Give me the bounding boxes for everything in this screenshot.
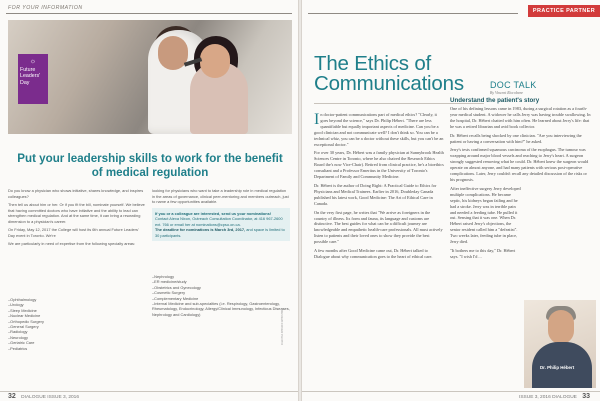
- doctalk-column-logo: [490, 80, 596, 95]
- footer-text: DIALOGUE ISSUE 3, 2016: [21, 395, 79, 400]
- portrait-head: [548, 310, 574, 344]
- paragraph: A few months after Good Medicine came out, Dr. Hébert talked to Dialogue about why communication goes to the heart of ethical care.: [314, 248, 433, 259]
- list-item: – Complementary Medicine: [152, 296, 290, 301]
- paragraph: [314, 112, 444, 147]
- list-item: – Ophthalmology: [8, 297, 146, 302]
- paragraph: Do you know a physician who shows initiative, shares knowledge, and inspires colleagues?: [8, 188, 144, 199]
- sun-logo-icon: ☼: [29, 57, 37, 65]
- paragraph: One of his defining lessons came in 1983, during a surgical rotation as a fourth-year medical student. A widower he calls Jerry was having trouble swallowing. In the hospital, Dr. Hébert chatted with him often. He learned about Jerry's life: that he was a retired librarian and avid book collector.: [450, 106, 591, 129]
- left-column-2: [152, 188, 290, 241]
- paragraph: For over 30 years, Dr. Hébert was a family physician at Sunnybrook Health Sciences Centre in Toronto, where he also chaired the Research Ethics Board the's now Vice-Chair). Retired from clinical practice, he's a bioethics consultant and a Professor Emeritus in the University of Toronto's Department of Family and Community Medicine.: [314, 150, 444, 180]
- paragraph: "It bothers me to this day," Dr. Hébert says. "I wish I'd ...: [450, 247, 516, 259]
- paragraph: Then tell us about him or her. Or if you fit the bill, nominate yourself. We believe that having committed doctors who have initiative and the ability to lead can strengthen medical regulation. And at the same time, it can bring a rewarding dimension to a physician's career.: [8, 202, 145, 224]
- right-column-1: [314, 112, 444, 263]
- article-headline: Put your leadership skills to work for the benefit of medical regulation: [17, 152, 283, 179]
- right-page: [302, 0, 600, 401]
- title-line-2: Communications: [314, 72, 464, 95]
- section-tag: FOR YOUR INFORMATION: [8, 5, 83, 11]
- badge-text: Future Leaders' Day: [20, 67, 41, 86]
- paragraph: After ineffective surgery Jerry developed multiple complications. He became septic, his kidneys began failing and he had a stroke. Jerry was in terrible pain and needed a feeding tube. He pulled it out. Sensing that it was one. When Dr. Hébert raised Jerry's objections, the senior resident called him a "defeatist". Two weeks later, feeding tube in place, Jerry died.: [450, 185, 521, 245]
- callout-heading: If you or a colleague are interested, send us your nominations!: [155, 210, 272, 216]
- list-item: – Orthopedic Surgery: [8, 319, 146, 324]
- page-number: 32: [8, 393, 16, 400]
- doctor-child-photo: [8, 20, 292, 134]
- list-item: – Geriatric Care: [8, 340, 146, 345]
- paragraph: Jerry's tests confirmed squamous carcinoma of the esophagus. The tumour was wrapping around major blood vessels and reaching to Jerry's heart. A surgeon strongly suggested removing what he could. Dr. Hébert knew the surgeon would operate on almost anyone, and had many patients with serious post-operative complications. Later, Jerry couldn't recall any detailed discussion of the risks or his prognosis.: [450, 147, 589, 182]
- left-column-1: [8, 188, 146, 250]
- future-leaders-badge: [18, 54, 48, 104]
- nomination-callout: [152, 208, 290, 242]
- left-footer: [0, 391, 298, 401]
- list-item: – Cosmetic Surgery: [152, 290, 290, 295]
- callout-body: Contact Alexa Nixon, Outreach Consultation Coordinator, at 416 967-2600 ext. 766 or email her at nominations@cpso.on.ca.: [155, 216, 283, 227]
- list-item: – General Surgery: [8, 324, 146, 329]
- drop-cap: I: [314, 111, 320, 128]
- list-item: – Neurology: [8, 335, 146, 340]
- article-title: [314, 54, 504, 94]
- right-footer: [302, 391, 600, 401]
- list-item: – Sleep Medicine: [8, 308, 146, 313]
- list-item: – Nephrology: [152, 274, 290, 279]
- paragraph: Dr. Hébert is the author of Doing Right: A Practical Guide to Ethics for Physicians and Medical Trainees. Earlier in 2016, Doubleday Canada published his latest work, Good Medicine: The Art of Ethical Care in Canada.: [314, 182, 437, 206]
- callout-deadline: The deadline for nominations is March 3rd, 2017,: [155, 227, 246, 232]
- specialty-list-2: [152, 274, 290, 317]
- right-column-2: [450, 97, 592, 263]
- list-item: – Internal Medicine and sub-specialties (i.e. Respirology, Gastroenterology, Rheumatology, Endocrinology, Allergy/Clinical Immunology, Infectious Diseases, Nephrology and Cardiology): [152, 301, 290, 317]
- footer-text: ISSUE 3, 2016 DIALOGUE: [519, 395, 577, 400]
- author-byline: By Vincent Riccobene: [490, 91, 524, 95]
- paragraph: On the very first page, he writes that "We arrive as foreigners in the country of illness. Its form and fauna, its language and customs are distinctive. The best guides for what can be a difficult journey are knowledgeable and empathetic health-care professionals. All must actively listen to patients and their loved ones to show they provide the best possible care.": [314, 209, 443, 245]
- photo-credit: REVIEW COVER PHOTO: [280, 310, 284, 345]
- lead-paragraph: n doctor-patient communications part of medical ethics? "Clearly, it goes beyond the science," says Dr. Philip Hébert. "There are less quantifiable but equally important aspects of medicine. Can you be a good clinician and not communicate well? I don't think so. You can be a technical whiz, you can be a doctor without these skills, but you can't be an exceptional doctor.": [314, 112, 444, 147]
- header-rule: [6, 13, 292, 14]
- left-page: [0, 0, 298, 401]
- list-item: – Pediatrics: [8, 346, 146, 351]
- page-number: 33: [582, 393, 590, 400]
- list-item: – Radiology: [8, 329, 146, 334]
- paragraph: We are particularly in need of expertise from the following specialty areas:: [8, 241, 136, 246]
- paragraph: On Friday, May 12, 2017 the College will host its 6th annual Future Leaders' Day event in Toronto. We're: [8, 227, 139, 238]
- list-item: – Obstetrics and Gynecology: [152, 285, 290, 290]
- practice-partner-tag: PRACTICE PARTNER: [528, 5, 600, 17]
- list-item: – ER medicine/study: [152, 279, 290, 284]
- list-item: – Urology: [8, 302, 146, 307]
- author-portrait: [524, 300, 596, 388]
- doctalk-logo: DOC TALK: [490, 80, 537, 90]
- specialty-list-1: [8, 297, 146, 351]
- paragraph: Dr. Hébert recalls being shocked by one clinician. "Are you interviewing the patient or having a conversation with him?" he asked.: [450, 132, 582, 144]
- portrait-caption: Dr. Philip Hébert: [540, 365, 575, 370]
- child-face: [200, 44, 230, 78]
- callout-tail: and space is limited to 30 participants.: [155, 227, 285, 238]
- title-line-1: The Ethics of: [314, 52, 432, 75]
- paragraph: looking for physicians who want to take a leadership role in medical regulation in the areas of governance, clinical peer-mentoring and members outreach, just to name a few opportunities available.: [152, 188, 289, 204]
- header-rule: [308, 13, 518, 14]
- list-item: – Nuclear Medicine: [8, 313, 146, 318]
- section-subhead: Understand the patient's story: [450, 97, 540, 104]
